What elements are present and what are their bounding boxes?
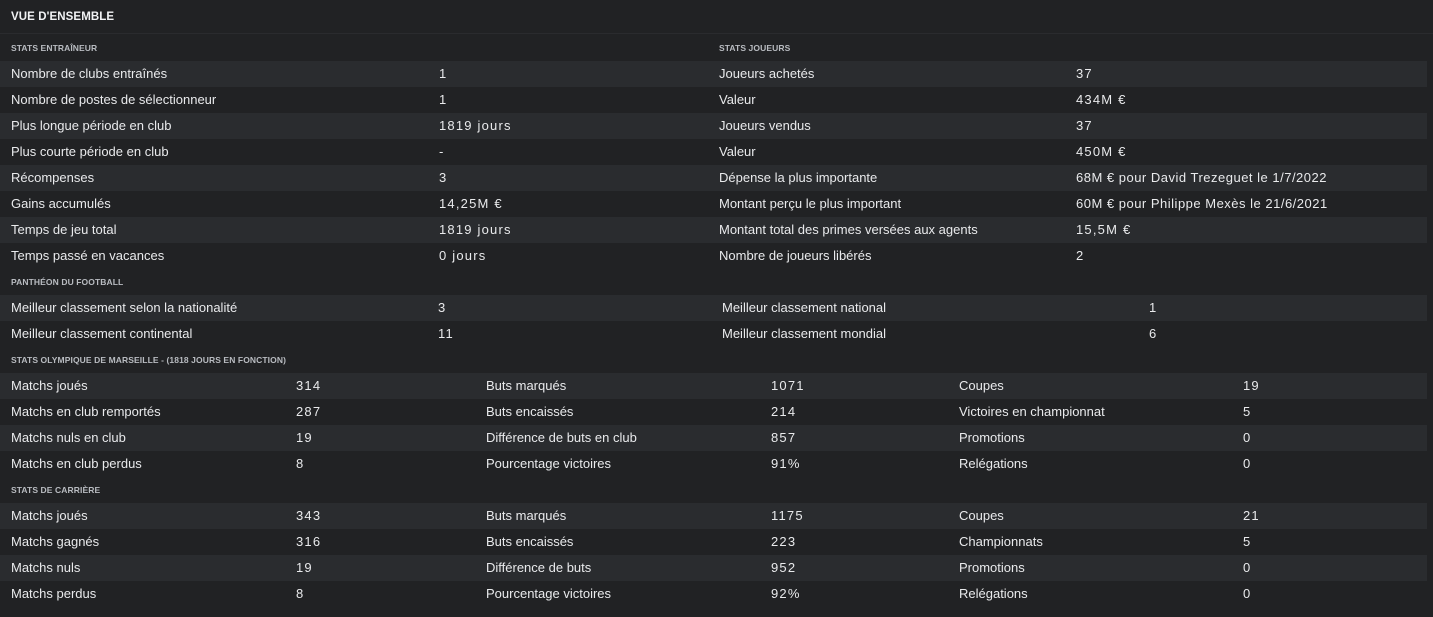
stat-value: 5	[1243, 534, 1252, 549]
stat-label: Matchs nuls	[11, 560, 81, 575]
stat-value: 857	[771, 430, 797, 445]
club-stat-row	[0, 373, 1427, 399]
hall-of-fame-header: PANTHÉON DU FOOTBALL	[11, 277, 124, 287]
stat-value: 0	[1243, 430, 1252, 445]
stat-value: 1071	[771, 378, 805, 393]
stat-value: 952	[771, 560, 797, 575]
stat-label: Plus courte période en club	[11, 144, 169, 159]
stat-label: Matchs en club remportés	[11, 404, 161, 419]
stat-label: Championnats	[959, 534, 1043, 549]
stat-label: Différence de buts en club	[486, 430, 637, 445]
stat-label: Buts encaissés	[486, 534, 574, 549]
coach-stat-row	[0, 243, 710, 269]
stat-label: Meilleur classement mondial	[722, 326, 887, 341]
stat-value: 0	[1243, 586, 1252, 601]
player-stat-row	[710, 243, 1427, 269]
stat-value: 314	[296, 378, 322, 393]
club-stats-table	[0, 373, 1427, 477]
stat-label: Gains accumulés	[11, 196, 111, 211]
stat-value: -	[439, 144, 445, 159]
stat-value: 60M € pour Philippe Mexès le 21/6/2021	[1076, 196, 1328, 211]
stat-value: 92%	[771, 586, 801, 601]
stat-value: 2	[1076, 248, 1085, 263]
stat-label: Meilleur classement national	[722, 300, 887, 315]
stat-value: 1	[439, 66, 448, 81]
player-stat-row	[710, 217, 1427, 243]
stat-label: Matchs en club perdus	[11, 456, 142, 471]
stat-value: 6	[1149, 326, 1158, 341]
coach-stat-row	[0, 113, 710, 139]
stat-value: 3	[439, 170, 448, 185]
stat-label: Montant perçu le plus important	[719, 196, 902, 211]
stat-label: Promotions	[959, 430, 1025, 445]
coach-stat-row	[0, 87, 710, 113]
stat-value: 1175	[771, 508, 804, 523]
player-stat-row	[710, 113, 1427, 139]
title-divider	[0, 33, 1433, 34]
stat-label: Relégations	[959, 456, 1028, 471]
stat-label: Nombre de joueurs libérés	[719, 248, 872, 263]
stat-value: 21	[1243, 508, 1260, 523]
stat-value: 14,25M €	[439, 196, 503, 211]
stat-value: 68M € pour David Trezeguet le 1/7/2022	[1076, 170, 1327, 185]
stat-value: 0	[1243, 456, 1252, 471]
stat-label: Matchs gagnés	[11, 534, 100, 549]
hall-of-fame-row	[0, 321, 1427, 347]
stat-value: 15,5M €	[1076, 222, 1132, 237]
coach-stat-row	[0, 191, 710, 217]
club-stat-row	[0, 425, 1427, 451]
stat-label: Relégations	[959, 586, 1028, 601]
career-stats-table	[0, 503, 1427, 607]
player-stat-row	[710, 191, 1427, 217]
stat-value: 214	[771, 404, 797, 419]
stat-label: Valeur	[719, 92, 756, 107]
stat-value: 37	[1076, 118, 1093, 133]
stat-label: Coupes	[959, 378, 1004, 393]
stat-value: 11	[438, 326, 454, 341]
stat-label: Promotions	[959, 560, 1025, 575]
player-stats-table	[710, 61, 1427, 269]
stat-value: 1819 jours	[439, 118, 512, 133]
stat-value: 450M €	[1076, 144, 1127, 159]
stat-label: Plus longue période en club	[11, 118, 172, 133]
stat-label: Valeur	[719, 144, 756, 159]
stat-label: Buts marqués	[486, 378, 567, 393]
stat-label: Temps de jeu total	[11, 222, 117, 237]
player-stat-row	[710, 165, 1427, 191]
career-stats-header: STATS DE CARRIÈRE	[11, 485, 101, 495]
stat-label: Nombre de postes de sélectionneur	[11, 92, 217, 107]
stat-value: 287	[296, 404, 322, 419]
hall-of-fame-row	[0, 295, 1427, 321]
player-stat-row	[710, 61, 1427, 87]
stat-label: Montant total des primes versées aux agents	[719, 222, 978, 237]
stat-value: 8	[296, 456, 305, 471]
stat-value: 223	[771, 534, 797, 549]
stat-label: Dépense la plus importante	[719, 170, 878, 185]
stat-label: Joueurs vendus	[719, 118, 811, 133]
stat-label: Buts encaissés	[486, 404, 574, 419]
club-stats-header: STATS OLYMPIQUE DE MARSEILLE - (1818 JOURS EN FONCTION)	[11, 355, 287, 365]
stat-label: Meilleur classement continental	[11, 326, 193, 341]
stat-value: 91%	[771, 456, 801, 471]
stat-value: 0 jours	[439, 248, 487, 263]
stat-label: Matchs joués	[11, 378, 88, 393]
stat-value: 343	[296, 508, 322, 523]
club-stat-row	[0, 399, 1427, 425]
player-stat-row	[710, 87, 1427, 113]
coach-stat-row	[0, 165, 710, 191]
stat-value: 19	[1243, 378, 1260, 393]
stat-value: 1	[1149, 300, 1158, 315]
stat-label: Différence de buts	[486, 560, 592, 575]
stat-value: 37	[1076, 66, 1093, 81]
stat-label: Nombre de clubs entraînés	[11, 66, 168, 81]
coach-stats-header: STATS ENTRAÎNEUR	[11, 43, 98, 53]
coach-stats-table	[0, 61, 710, 269]
page-title: VUE D'ENSEMBLE	[11, 11, 115, 23]
stat-label: Meilleur classement selon la nationalité	[11, 300, 238, 315]
player-stats-header: STATS JOUEURS	[719, 43, 791, 53]
career-stat-row	[0, 555, 1427, 581]
stat-value: 0	[1243, 560, 1252, 575]
stat-value: 434M €	[1076, 92, 1127, 107]
stat-value: 5	[1243, 404, 1252, 419]
stat-value: 8	[296, 586, 305, 601]
stat-value: 19	[296, 560, 313, 575]
player-stat-row	[710, 139, 1427, 165]
stat-label: Récompenses	[11, 170, 95, 185]
club-stat-row	[0, 451, 1427, 477]
coach-stat-row	[0, 217, 710, 243]
stat-value: 1	[439, 92, 448, 107]
hall-of-fame-table	[0, 295, 1427, 347]
stat-label: Coupes	[959, 508, 1004, 523]
stat-label: Temps passé en vacances	[11, 248, 165, 263]
stat-label: Matchs joués	[11, 508, 88, 523]
stat-label: Pourcentage victoires	[486, 586, 612, 601]
stat-label: Joueurs achetés	[719, 66, 815, 81]
stat-label: Victoires en championnat	[959, 404, 1105, 419]
career-stat-row	[0, 529, 1427, 555]
coach-stat-row	[0, 139, 710, 165]
stat-label: Matchs nuls en club	[11, 430, 126, 445]
stat-label: Buts marqués	[486, 508, 567, 523]
coach-stat-row	[0, 61, 710, 87]
stat-value: 1819 jours	[439, 222, 512, 237]
career-stat-row	[0, 581, 1427, 607]
stat-value: 316	[296, 534, 322, 549]
career-stat-row	[0, 503, 1427, 529]
stat-label: Pourcentage victoires	[486, 456, 612, 471]
stat-label: Matchs perdus	[11, 586, 97, 601]
stat-value: 19	[296, 430, 313, 445]
stat-value: 3	[438, 300, 447, 315]
